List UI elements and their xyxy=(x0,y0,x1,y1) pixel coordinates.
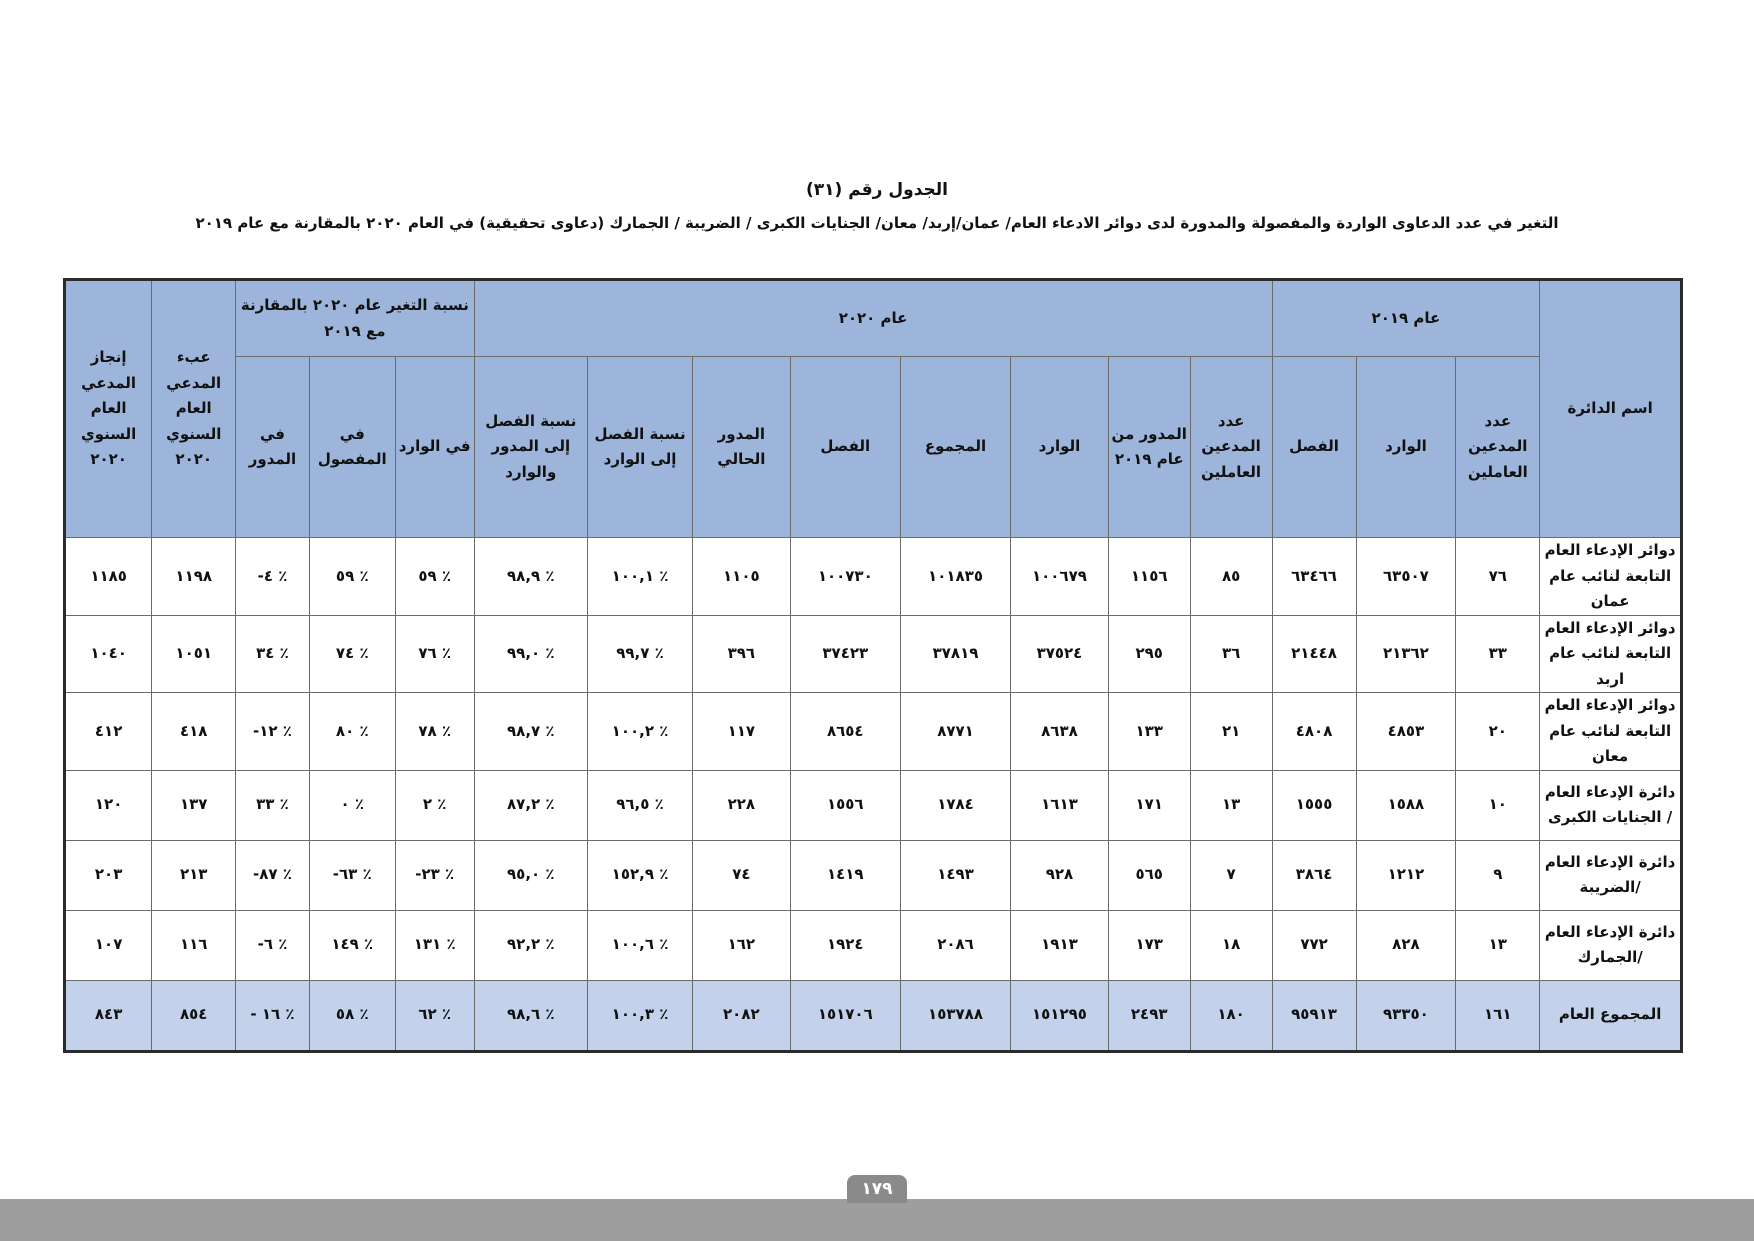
cell-total-2020-prosecutors: ١٨٠ xyxy=(1190,980,1272,1051)
header-2019-resolved: الفصل xyxy=(1272,357,1356,538)
cell-change-resolved: ٪ ٠ xyxy=(309,770,395,840)
header-2020-current-carried: المدور الحالي xyxy=(693,357,791,538)
table-title: الجدول رقم (٣١) xyxy=(805,180,948,200)
header-change-carried: في المدور xyxy=(236,357,310,538)
cell-change-carried: ٪ ٣٣ xyxy=(236,770,310,840)
cell-ratio-carried-incoming: ٪ ٩٩,٠ xyxy=(474,615,588,693)
cell-2020-current-carried: ١١٠٥ xyxy=(693,538,791,616)
cell-2020-carried: ١٧١ xyxy=(1108,770,1190,840)
cell-2020-resolved: ١٩٢٤ xyxy=(790,910,900,980)
header-change-resolved: في المفصول xyxy=(309,357,395,538)
cell-2019-prosecutors: ٢٠ xyxy=(1456,693,1540,771)
cell-change-carried: ٪ ١٢- xyxy=(236,693,310,771)
cell-2020-total: ١٧٨٤ xyxy=(900,770,1010,840)
cell-2020-total: ٢٠٨٦ xyxy=(900,910,1010,980)
cell-burden: ٤١٨ xyxy=(152,693,236,771)
header-department-name: اسم الدائرة xyxy=(1540,280,1682,538)
cell-change-resolved: ٪ ٦٣- xyxy=(309,840,395,910)
header-2020-prosecutors: عدد المدعين العاملين xyxy=(1190,357,1272,538)
page-number: ١٧٩ xyxy=(847,1175,907,1203)
cell-2020-total: ١٠١٨٣٥ xyxy=(900,538,1010,616)
cell-2020-prosecutors: ١٨ xyxy=(1190,910,1272,980)
cell-change-carried: ٪ ٨٧- xyxy=(236,840,310,910)
cell-2019-prosecutors: ١٠ xyxy=(1456,770,1540,840)
cell-2020-incoming: ٣٧٥٢٤ xyxy=(1011,615,1109,693)
cell-2019-resolved: ٢١٤٤٨ xyxy=(1272,615,1356,693)
cell-achievement: ٢٠٣ xyxy=(65,840,152,910)
cell-2019-incoming: ٤٨٥٣ xyxy=(1356,693,1456,771)
cell-achievement: ١٠٧ xyxy=(65,910,152,980)
cell-achievement: ٤١٢ xyxy=(65,693,152,771)
header-group-2020: عام ٢٠٢٠ xyxy=(474,280,1272,357)
table-row xyxy=(65,770,1682,840)
cell-2019-incoming: ٢١٣٦٢ xyxy=(1356,615,1456,693)
table-row xyxy=(65,615,1682,693)
cell-total-2019-incoming: ٩٣٣٥٠ xyxy=(1356,980,1456,1051)
cell-name: دوائر الإدعاء العام التابعة لنائب عام اربد xyxy=(1540,615,1682,693)
header-burden: عبء المدعي العام السنوي ٢٠٢٠ xyxy=(152,280,236,538)
cell-2020-resolved: ٨٦٥٤ xyxy=(790,693,900,771)
cell-2020-carried: ١٧٣ xyxy=(1108,910,1190,980)
cell-change-resolved: ٪ ٧٤ xyxy=(309,615,395,693)
cell-2019-resolved: ٤٨٠٨ xyxy=(1272,693,1356,771)
cell-2019-incoming: ٦٣٥٠٧ xyxy=(1356,538,1456,616)
cell-change-carried: ٪ ٤- xyxy=(236,538,310,616)
cell-name: دائرة الإدعاء العام /الجمارك xyxy=(1540,910,1682,980)
cell-2019-incoming: ٨٢٨ xyxy=(1356,910,1456,980)
header-2020-ratio-incoming: نسبة الفصل إلى الوارد xyxy=(588,357,693,538)
table-subtitle: التغير في عدد الدعاوى الواردة والمفصولة والمدورة لدى دوائر الادعاء العام/ عمان/إربد/ معان/ الجنايات الكبرى / الضريبة / الجمارك (دعاوى تحقيقية) في العام ٢٠٢٠ بالمقارنة مع عام ٢٠١٩ xyxy=(195,214,1559,232)
table-row xyxy=(65,910,1682,980)
cell-burden: ١١٩٨ xyxy=(152,538,236,616)
cell-total-2020-resolved: ١٥١٧٠٦ xyxy=(790,980,900,1051)
cell-2019-resolved: ٣٨٦٤ xyxy=(1272,840,1356,910)
cell-burden: ٢١٣ xyxy=(152,840,236,910)
cell-achievement: ١١٨٥ xyxy=(65,538,152,616)
cell-burden: ١١٦ xyxy=(152,910,236,980)
cell-2019-resolved: ٦٣٤٦٦ xyxy=(1272,538,1356,616)
cell-total-2020-current-carried: ٢٠٨٢ xyxy=(693,980,791,1051)
cell-total-name: المجموع العام xyxy=(1540,980,1682,1051)
cell-change-resolved: ٪ ٥٩ xyxy=(309,538,395,616)
cell-2020-resolved: ١٠٠٧٣٠ xyxy=(790,538,900,616)
cell-burden: ١٣٧ xyxy=(152,770,236,840)
cell-2020-total: ١٤٩٣ xyxy=(900,840,1010,910)
cell-2020-current-carried: ٧٤ xyxy=(693,840,791,910)
total-row xyxy=(65,980,1682,1051)
header-2020-ratio-carried-incoming: نسبة الفصل إلى المدور والوارد xyxy=(474,357,588,538)
cell-name: دائرة الإدعاء العام /الضريبة xyxy=(1540,840,1682,910)
cell-ratio-incoming: ٪ ١٠٠,٢ xyxy=(588,693,693,771)
cell-2019-resolved: ١٥٥٥ xyxy=(1272,770,1356,840)
cell-2020-carried: ٢٩٥ xyxy=(1108,615,1190,693)
header-group-change: نسبة التغير عام ٢٠٢٠ بالمقارنة مع ٢٠١٩ xyxy=(236,280,474,357)
table-row xyxy=(65,840,1682,910)
cell-total-2019-resolved: ٩٥٩١٣ xyxy=(1272,980,1356,1051)
cell-ratio-carried-incoming: ٪ ٩٥,٠ xyxy=(474,840,588,910)
cell-change-carried: ٪ ٦- xyxy=(236,910,310,980)
header-achievement: إنجاز المدعي العام السنوي ٢٠٢٠ xyxy=(65,280,152,538)
cell-2020-carried: ١٣٣ xyxy=(1108,693,1190,771)
cell-change-incoming: ٪ ٢ xyxy=(395,770,474,840)
cell-achievement: ١٠٤٠ xyxy=(65,615,152,693)
cell-2019-incoming: ١٥٨٨ xyxy=(1356,770,1456,840)
header-change-incoming: في الوارد xyxy=(395,357,474,538)
cell-name: دائرة الإدعاء العام / الجنايات الكبرى xyxy=(1540,770,1682,840)
cell-2019-incoming: ١٢١٢ xyxy=(1356,840,1456,910)
header-group-2019: عام ٢٠١٩ xyxy=(1272,280,1540,357)
cell-total-2020-carried: ٢٤٩٣ xyxy=(1108,980,1190,1051)
footer-bar xyxy=(0,1199,1754,1241)
cell-change-resolved: ٪ ٨٠ xyxy=(309,693,395,771)
cell-change-incoming: ٪ ٥٩ xyxy=(395,538,474,616)
cell-total-ratio-carried-incoming: ٪ ٩٨,٦ xyxy=(474,980,588,1051)
cell-achievement: ١٢٠ xyxy=(65,770,152,840)
cell-total-burden: ٨٥٤ xyxy=(152,980,236,1051)
header-2020-incoming: الوارد xyxy=(1011,357,1109,538)
cell-total-2020-incoming: ١٥١٢٩٥ xyxy=(1011,980,1109,1051)
cell-2020-resolved: ٣٧٤٢٣ xyxy=(790,615,900,693)
cell-2020-prosecutors: ٢١ xyxy=(1190,693,1272,771)
header-2019-prosecutors: عدد المدعين العاملين xyxy=(1456,357,1540,538)
cell-ratio-carried-incoming: ٪ ٩٨,٧ xyxy=(474,693,588,771)
cell-2020-current-carried: ٢٢٨ xyxy=(693,770,791,840)
header-2020-carried: المدور من عام ٢٠١٩ xyxy=(1108,357,1190,538)
cell-2020-incoming: ١٦١٣ xyxy=(1011,770,1109,840)
cell-ratio-incoming: ٪ ١٠٠,٦ xyxy=(588,910,693,980)
cell-change-incoming: ٪ ٢٣- xyxy=(395,840,474,910)
header-2020-total: المجموع xyxy=(900,357,1010,538)
cell-change-carried: ٪ ٣٤ xyxy=(236,615,310,693)
cell-total-change-resolved: ٪ ٥٨ xyxy=(309,980,395,1051)
cell-2020-incoming: ١٠٠٦٧٩ xyxy=(1011,538,1109,616)
header-2020-resolved: الفصل xyxy=(790,357,900,538)
cell-2020-incoming: ١٩١٣ xyxy=(1011,910,1109,980)
cell-ratio-carried-incoming: ٪ ٩٨,٩ xyxy=(474,538,588,616)
cell-2020-prosecutors: ٣٦ xyxy=(1190,615,1272,693)
cell-2020-carried: ٥٦٥ xyxy=(1108,840,1190,910)
cell-2019-resolved: ٧٧٢ xyxy=(1272,910,1356,980)
cell-2019-prosecutors: ٩ xyxy=(1456,840,1540,910)
cell-2020-resolved: ١٤١٩ xyxy=(790,840,900,910)
cell-2020-total: ٨٧٧١ xyxy=(900,693,1010,771)
cell-ratio-carried-incoming: ٪ ٨٧,٢ xyxy=(474,770,588,840)
cell-change-incoming: ٪ ٧٨ xyxy=(395,693,474,771)
cell-ratio-incoming: ٪ ٩٦,٥ xyxy=(588,770,693,840)
cell-total-ratio-incoming: ٪ ١٠٠,٣ xyxy=(588,980,693,1051)
cell-2020-current-carried: ١٦٢ xyxy=(693,910,791,980)
cell-name: دوائر الإدعاء العام التابعة لنائب عام معان xyxy=(1540,693,1682,771)
cell-name: دوائر الإدعاء العام التابعة لنائب عام عمان xyxy=(1540,538,1682,616)
cell-2020-carried: ١١٥٦ xyxy=(1108,538,1190,616)
cell-2020-incoming: ٩٢٨ xyxy=(1011,840,1109,910)
cell-2020-prosecutors: ٨٥ xyxy=(1190,538,1272,616)
cell-ratio-incoming: ٪ ٩٩,٧ xyxy=(588,615,693,693)
cell-2020-current-carried: ١١٧ xyxy=(693,693,791,771)
cell-2020-prosecutors: ٧ xyxy=(1190,840,1272,910)
cell-ratio-carried-incoming: ٪ ٩٢,٢ xyxy=(474,910,588,980)
cell-burden: ١٠٥١ xyxy=(152,615,236,693)
cell-2020-current-carried: ٣٩٦ xyxy=(693,615,791,693)
cell-2020-total: ٣٧٨١٩ xyxy=(900,615,1010,693)
cell-change-resolved: ٪ ١٤٩ xyxy=(309,910,395,980)
cell-2019-prosecutors: ١٣ xyxy=(1456,910,1540,980)
table-row xyxy=(65,693,1682,771)
cell-2020-incoming: ٨٦٣٨ xyxy=(1011,693,1109,771)
cell-total-achievement: ٨٤٣ xyxy=(65,980,152,1051)
cell-total-change-carried: ٪ ١٦ - xyxy=(236,980,310,1051)
cell-total-change-incoming: ٪ ٦٢ xyxy=(395,980,474,1051)
cell-ratio-incoming: ٪ ١٥٢,٩ xyxy=(588,840,693,910)
cell-total-2019-prosecutors: ١٦١ xyxy=(1456,980,1540,1051)
cell-2020-prosecutors: ١٣ xyxy=(1190,770,1272,840)
cell-change-incoming: ٪ ١٣١ xyxy=(395,910,474,980)
table-row xyxy=(65,538,1682,616)
cell-ratio-incoming: ٪ ١٠٠,١ xyxy=(588,538,693,616)
cell-change-incoming: ٪ ٧٦ xyxy=(395,615,474,693)
cell-total-2020-total: ١٥٣٧٨٨ xyxy=(900,980,1010,1051)
header-2019-incoming: الوارد xyxy=(1356,357,1456,538)
cell-2020-resolved: ١٥٥٦ xyxy=(790,770,900,840)
cell-2019-prosecutors: ٧٦ xyxy=(1456,538,1540,616)
cell-2019-prosecutors: ٣٣ xyxy=(1456,615,1540,693)
data-table xyxy=(63,278,1683,1053)
